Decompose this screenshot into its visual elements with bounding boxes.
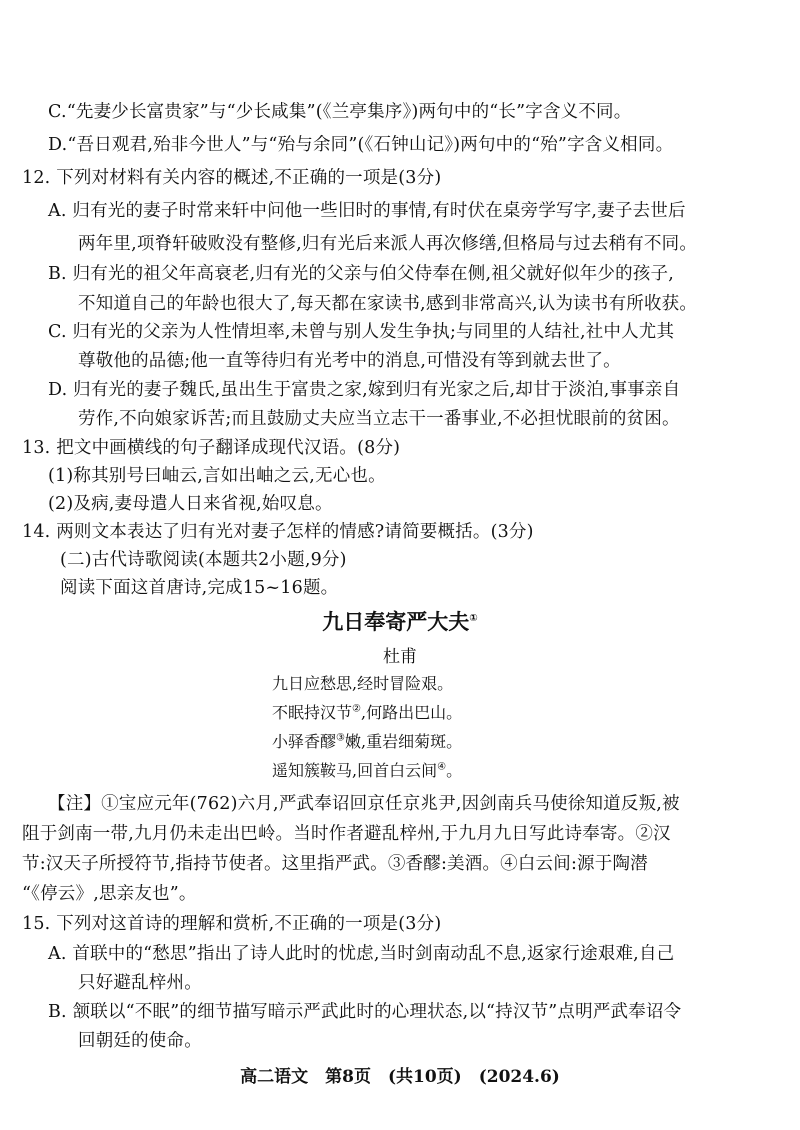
page-footer: 高二语文 第8页 (共10页) (2024.6) — [240, 1067, 560, 1087]
q15-option-a-line2: 只好避乱梓州。 — [78, 973, 202, 993]
q14-stem: 14. 两则文本表达了归有光对妻子怎样的情感?请简要概括。(3分) — [22, 522, 534, 542]
q12-option-c-line2: 尊敬他的品德;他一直等待归有光考中的消息,可惜没有等到就去世了。 — [78, 351, 621, 371]
poem-line-2: 不眠持汉节②,何路出巴山。 — [272, 703, 463, 722]
section2-heading: (二)古代诗歌阅读(本题共2小题,9分) — [60, 550, 347, 570]
q15-stem: 15. 下列对这首诗的理解和赏析,不正确的一项是(3分) — [22, 914, 442, 934]
footnote-mark: ③ — [336, 732, 345, 744]
q13-sentence-1: (1)称其别号曰岫云,言如出岫之云,无心也。 — [48, 466, 386, 486]
q11-option-d: D.“吾日观君,殆非今世人”与“殆与余同”(《石钟山记》)两句中的“殆”字含义相同。 — [48, 135, 674, 155]
q12-option-c-line1: C. 归有光的父亲为人性情坦率,未曾与别人发生争执;与同里的人结社,社中人尤其 — [48, 322, 675, 342]
q12-option-a-line1: A. 归有光的妻子时常来轩中问他一些旧时的事情,有时伏在桌旁学写字,妻子去世后 — [48, 201, 686, 221]
note-line-1: 【注】①宝应元年(762)六月,严武奉诏回京任京兆尹,因剑南兵马使徐知道反叛,被 — [48, 794, 680, 814]
q12-option-b-line1: B. 归有光的祖父年高衰老,归有光的父亲与伯父侍奉在侧,祖父就好似年少的孩子, — [48, 264, 674, 284]
note-line-3: 节:汉天子所授符节,指持节使者。这里指严武。③香醪:美酒。④白云间:源于陶潜 — [22, 854, 648, 874]
q15-option-b-line1: B. 颔联以“不眠”的细节描写暗示严武此时的心理状态,以“持汉节”点明严武奉诏令 — [48, 1002, 682, 1022]
q12-option-d-line1: D. 归有光的妻子魏氏,虽出生于富贵之家,嫁到归有光家之后,却甘于淡泊,事事亲自 — [48, 380, 681, 400]
poem-title: 九日奉寄严大夫① — [322, 610, 478, 634]
q11-option-c: C.“先妻少长富贵家”与“少长咸集”(《兰亭集序》)两句中的“长”字含义不同。 — [48, 102, 632, 122]
q15-option-b-line2: 回朝廷的使命。 — [78, 1031, 202, 1051]
q12-option-a-line2: 两年里,项脊轩破败没有整修,归有光后来派人再次修缮,但格局与过去稍有不同。 — [78, 234, 698, 254]
q13-sentence-2: (2)及病,妻母遣人日来省视,始叹息。 — [48, 494, 333, 514]
footnote-mark: ② — [352, 703, 361, 715]
section2-instruction: 阅读下面这首唐诗,完成15~16题。 — [60, 578, 339, 598]
note-line-4: “《停云》,思亲友也”。 — [22, 884, 197, 904]
note-line-2: 阻于剑南一带,九月仍未走出巴岭。当时作者避乱梓州,于九月九日写此诗奉寄。②汉 — [22, 824, 671, 844]
footnote-mark: ① — [469, 613, 478, 624]
footnote-mark: ④ — [437, 761, 447, 773]
q15-option-a-line1: A. 首联中的“愁思”指出了诗人此时的忧虑,当时剑南动乱不息,返家行途艰难,自己 — [48, 944, 675, 964]
q12-stem: 12. 下列对材料有关内容的概述,不正确的一项是(3分) — [22, 168, 442, 188]
poem-line-4: 遥知簇鞍马,回首白云间④。 — [272, 761, 463, 780]
poem-line-3: 小驿香醪③嫩,重岩细菊斑。 — [272, 732, 463, 751]
poem-line-1: 九日应愁思,经时冒险艰。 — [272, 674, 454, 693]
q12-option-d-line2: 劳作,不向娘家诉苦;而且鼓励丈夫应当立志干一番事业,不必担忧眼前的贫困。 — [78, 409, 680, 429]
q13-stem: 13. 把文中画横线的句子翻译成现代汉语。(8分) — [22, 438, 401, 458]
q12-option-b-line2: 不知道自己的年龄也很大了,每天都在家读书,感到非常高兴,认为读书有所收获。 — [78, 294, 698, 314]
poem-author: 杜甫 — [383, 647, 417, 667]
